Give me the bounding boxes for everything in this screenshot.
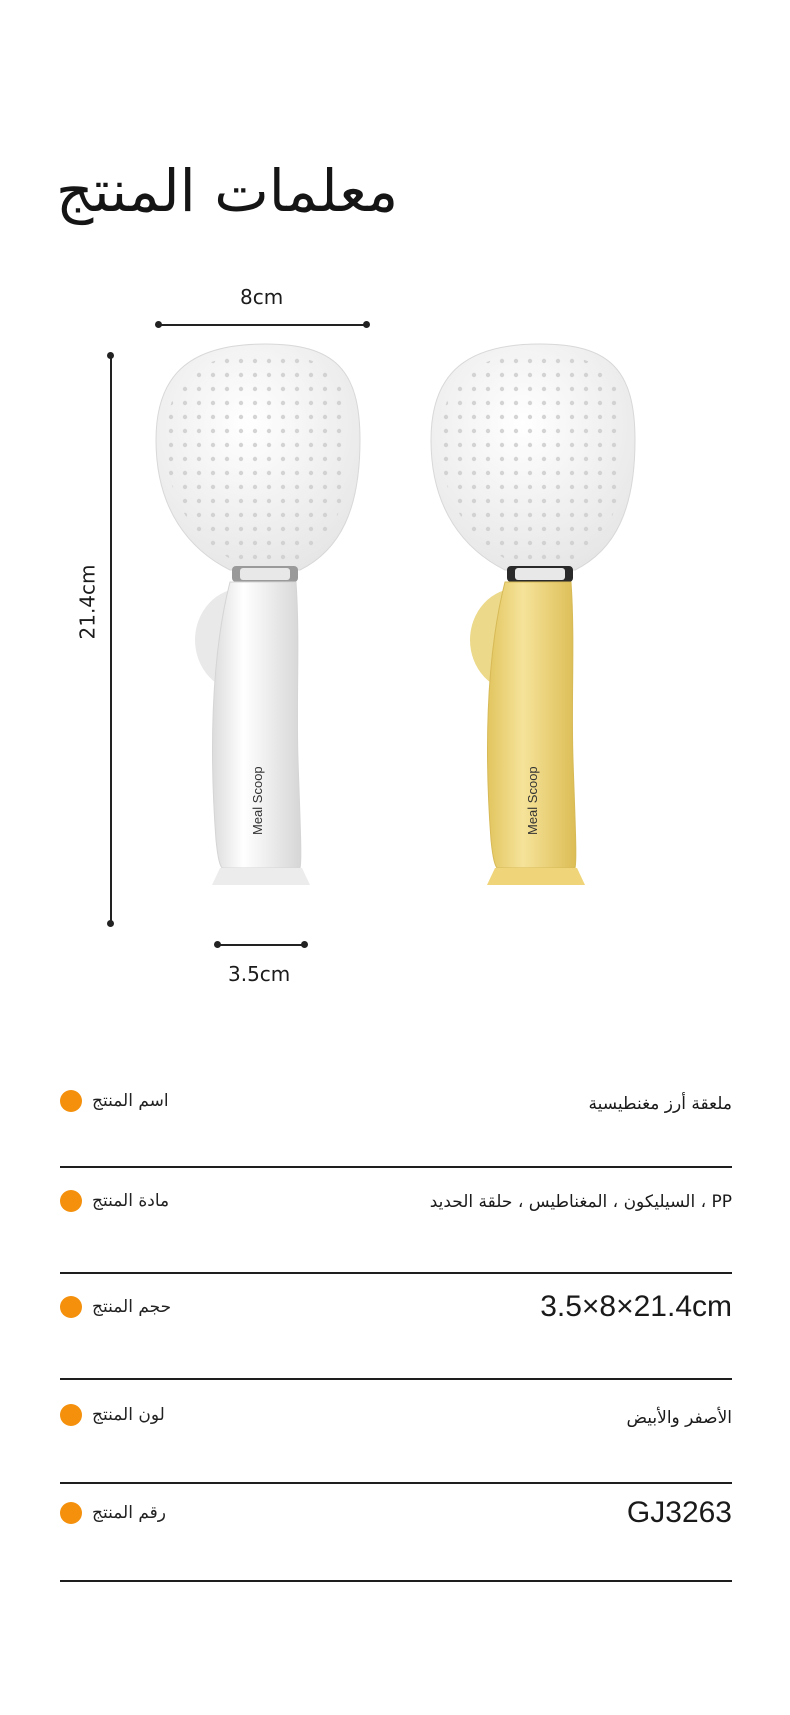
page-title: معلمات المنتج — [56, 156, 399, 225]
product-dimension-figure — [0, 260, 790, 1000]
spec-label: حجم المنتج — [92, 1297, 172, 1317]
spec-row-name — [60, 1080, 732, 1120]
width-dimension-end — [363, 321, 370, 328]
base-dimension-line — [217, 944, 305, 946]
spec-value: GJ3263 — [626, 1496, 732, 1529]
spec-value: ملعقة أرز مغنطيسية — [588, 1094, 732, 1114]
yellow-handle-text: Meal Scoop — [525, 766, 540, 835]
bullet-icon — [60, 1190, 82, 1212]
height-dimension-start — [107, 352, 114, 359]
width-dimension-label: 8cm — [240, 285, 284, 309]
spec-row-material — [60, 1180, 732, 1220]
bullet-icon — [60, 1090, 82, 1112]
spec-row-size — [60, 1286, 732, 1326]
spec-label: رقم المنتج — [92, 1503, 167, 1523]
spec-row-color — [60, 1394, 732, 1434]
spec-label: لون المنتج — [92, 1405, 165, 1425]
spec-value: PP ، السيليكون ، المغناطيس ، حلقة الحديد — [429, 1192, 732, 1212]
row-divider — [60, 1166, 732, 1168]
bullet-icon — [60, 1502, 82, 1524]
height-dimension-line — [110, 354, 112, 924]
width-dimension-start — [155, 321, 162, 328]
width-dimension-line — [158, 324, 366, 326]
spec-label: مادة المنتج — [92, 1191, 170, 1211]
base-dimension-start — [214, 941, 221, 948]
height-dimension-end — [107, 920, 114, 927]
height-dimension-label: 21.4cm — [75, 564, 100, 640]
bullet-icon — [60, 1404, 82, 1426]
spec-value: الأصفر والأبيض — [626, 1408, 732, 1428]
white-handle-text: Meal Scoop — [250, 766, 265, 835]
spec-label: اسم المنتج — [92, 1091, 169, 1111]
white-rice-scoop-image — [150, 340, 380, 940]
spec-row-number — [60, 1492, 732, 1532]
row-divider — [60, 1378, 732, 1380]
bullet-icon — [60, 1296, 82, 1318]
spec-value: 3.5×8×21.4cm — [540, 1290, 732, 1323]
base-dimension-end — [301, 941, 308, 948]
base-dimension-label: 3.5cm — [228, 962, 291, 986]
row-divider — [60, 1580, 732, 1582]
yellow-rice-scoop-image — [425, 340, 655, 940]
row-divider — [60, 1482, 732, 1484]
row-divider — [60, 1272, 732, 1274]
